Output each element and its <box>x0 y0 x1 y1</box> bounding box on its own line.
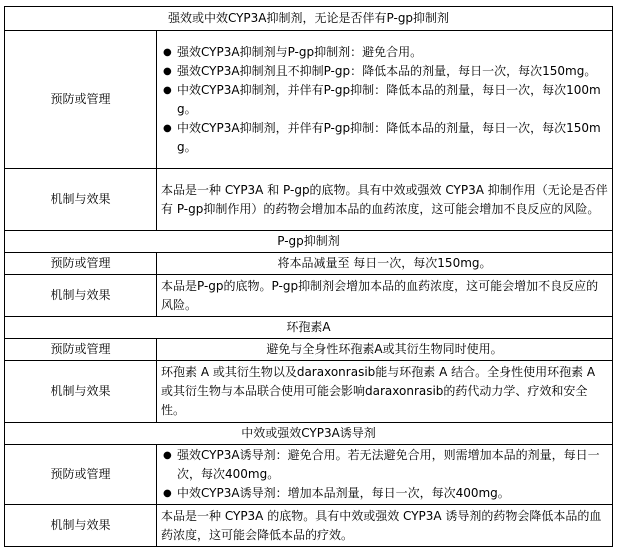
mechanism-text: 本品是一种 CYP3A 和 P-gp的底物。具有中效或强效 CYP3A 抑制作用（无论是否伴有 P-gp抑制作用）的药物会增加本品的血药浓度，这可能会增加不良反应的风险。 <box>157 169 613 231</box>
mechanism-row <box>5 169 613 231</box>
prevention-text: 将本品减量至 每日一次，每次150mg。 <box>157 253 613 275</box>
prevention-row <box>5 339 613 361</box>
prevention-item: ● 中效CYP3A抑制剂，并伴有P-gp抑制：降低本品的剂量，每日一次，每次100mg。 <box>161 81 608 119</box>
mechanism-label: 机制与效果 <box>5 361 157 423</box>
prevention-item: ● 强效CYP3A抑制剂且不抑制P-gp：降低本品的剂量，每日一次，每次150mg。 <box>161 62 608 81</box>
section-header: 中效或强效CYP3A诱导剂 <box>5 423 613 445</box>
section-header-row <box>5 231 613 253</box>
section-header-row <box>5 7 613 31</box>
prevention-label: 预防或管理 <box>5 445 157 505</box>
prevention-item: ● 强效CYP3A诱导剂：避免合用。若无法避免合用，则需增加本品的剂量，每日一次，每次400mg。 <box>161 446 608 484</box>
mechanism-label: 机制与效果 <box>5 505 157 547</box>
prevention-item: ● 强效CYP3A抑制剂与P-gp抑制剂：避免合用。 <box>161 43 608 62</box>
prevention-label: 预防或管理 <box>5 339 157 361</box>
section-header: 环孢素A <box>5 317 613 339</box>
mechanism-row <box>5 275 613 317</box>
mechanism-text: 本品是一种 CYP3A 的底物。具有中效或强效 CYP3A 诱导剂的药物会降低本品的血药浓度，这可能会降低本品的疗效。 <box>157 505 613 547</box>
mechanism-text: 环孢素 A 或其衍生物以及daraxonrasib能与环孢素 A 结合。全身性使用环孢素 A 或其衍生物与本品联合使用可能会影响daraxonrasib的药代动力学、疗效和安全性。 <box>157 361 613 423</box>
mechanism-row <box>5 361 613 423</box>
mechanism-text: 本品是P-gp的底物。P-gp抑制剂会增加本品的血药浓度，这可能会增加不良反应的风险。 <box>157 275 613 317</box>
prevention-text: 避免与全身性环孢素A或其衍生物同时使用。 <box>157 339 613 361</box>
mechanism-row <box>5 505 613 547</box>
prevention-item: ● 中效CYP3A抑制剂，并伴有P-gp抑制：降低本品的剂量，每日一次，每次150mg。 <box>161 119 608 157</box>
section-header-row <box>5 317 613 339</box>
prevention-cell <box>157 445 613 505</box>
prevention-list <box>161 43 608 157</box>
section-header-row <box>5 423 613 445</box>
prevention-list <box>161 446 608 503</box>
mechanism-label: 机制与效果 <box>5 275 157 317</box>
prevention-label: 预防或管理 <box>5 253 157 275</box>
prevention-label: 预防或管理 <box>5 31 157 169</box>
prevention-row <box>5 445 613 505</box>
section-header: 强效或中效CYP3A抑制剂，无论是否伴有P-gp抑制剂 <box>5 7 613 31</box>
prevention-item: ● 中效CYP3A诱导剂：增加本品剂量，每日一次，每次400mg。 <box>161 484 608 503</box>
drug-interaction-table <box>4 6 613 547</box>
prevention-row <box>5 253 613 275</box>
prevention-row <box>5 31 613 169</box>
prevention-cell <box>157 31 613 169</box>
section-header: P-gp抑制剂 <box>5 231 613 253</box>
mechanism-label: 机制与效果 <box>5 169 157 231</box>
